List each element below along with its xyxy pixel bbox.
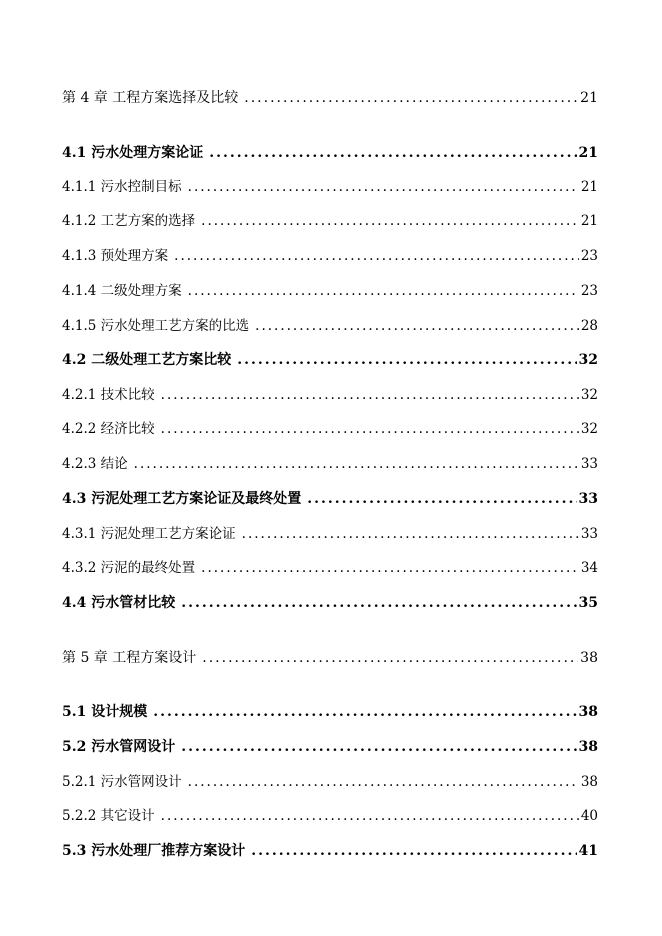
dot-leader xyxy=(188,773,579,791)
toc-page-number: 28 xyxy=(580,318,598,334)
toc-label: 4.2 二级处理工艺方案比较 xyxy=(62,352,232,368)
dot-leader xyxy=(134,455,579,473)
dot-leader xyxy=(161,420,579,438)
toc-label: 4.2.2 经济比较 xyxy=(62,421,155,437)
toc-page-number: 34 xyxy=(580,560,598,576)
toc-page-number: 21 xyxy=(580,90,598,106)
toc-page-number: 21 xyxy=(580,179,598,195)
toc-label: 4.1.1 污水控制目标 xyxy=(62,179,182,195)
toc-page-number: 32 xyxy=(578,352,598,368)
dot-leader xyxy=(201,212,579,230)
toc-entry-5-2-1[interactable] xyxy=(62,773,598,791)
dot-leader xyxy=(242,525,579,543)
toc-entry-5-2[interactable] xyxy=(62,738,598,756)
toc-entry-4-2[interactable] xyxy=(62,351,598,369)
dot-leader xyxy=(188,178,579,196)
toc-entry-4-1-4[interactable] xyxy=(62,282,598,300)
toc-page-number: 41 xyxy=(578,843,598,859)
toc-entry-4-1[interactable] xyxy=(62,144,598,162)
toc-entry-4-3[interactable] xyxy=(62,490,598,508)
toc-entry-ch5[interactable] xyxy=(62,649,598,667)
toc-label: 4.3 污泥处理工艺方案论证及最终处置 xyxy=(62,491,302,507)
dot-leader xyxy=(188,282,579,300)
dot-leader xyxy=(174,247,579,265)
toc-page-number: 23 xyxy=(580,283,598,299)
toc-entry-4-2-1[interactable] xyxy=(62,386,598,404)
dot-leader xyxy=(202,649,578,667)
toc-label: 4.1.5 污水处理工艺方案的比选 xyxy=(62,318,250,334)
toc-entry-4-3-2[interactable] xyxy=(62,559,598,577)
toc-label: 5.2.2 其它设计 xyxy=(62,808,155,824)
dot-leader xyxy=(181,738,576,756)
toc-page-number: 40 xyxy=(580,808,598,824)
toc-page-number: 21 xyxy=(578,145,598,161)
toc-page-number: 32 xyxy=(580,387,598,403)
toc-entry-4-1-2[interactable] xyxy=(62,212,598,230)
dot-leader xyxy=(201,559,579,577)
toc-entry-4-2-3[interactable] xyxy=(62,455,598,473)
toc-page-number: 32 xyxy=(580,421,598,437)
dot-leader xyxy=(237,351,576,369)
toc-page-number: 38 xyxy=(580,650,598,666)
toc-page-number: 38 xyxy=(580,774,598,790)
toc-entry-4-3-1[interactable] xyxy=(62,525,598,543)
toc-label: 4.4 污水管材比较 xyxy=(62,595,176,611)
dot-leader xyxy=(209,144,576,162)
toc-label: 4.3.1 污泥处理工艺方案论证 xyxy=(62,526,236,542)
toc-page-number: 35 xyxy=(578,595,598,611)
toc-label: 4.3.2 污泥的最终处置 xyxy=(62,560,196,576)
toc-entry-4-1-5[interactable] xyxy=(62,317,598,335)
toc-label: 4.2.3 结论 xyxy=(62,456,128,472)
toc-page-number: 33 xyxy=(578,491,598,507)
toc-label: 4.1.3 预处理方案 xyxy=(62,248,169,264)
toc-label: 5.1 设计规模 xyxy=(62,704,148,720)
toc-entry-4-1-1[interactable] xyxy=(62,178,598,196)
toc-entry-ch4[interactable] xyxy=(62,89,598,107)
toc-label: 4.2.1 技术比较 xyxy=(62,387,155,403)
toc-label: 4.1.2 工艺方案的选择 xyxy=(62,213,196,229)
toc-label: 5.2 污水管网设计 xyxy=(62,739,176,755)
toc-page-number: 23 xyxy=(580,248,598,264)
toc-label: 第 4 章 工程方案选择及比较 xyxy=(62,90,239,106)
toc-label: 4.1 污水处理方案论证 xyxy=(62,145,204,161)
dot-leader xyxy=(161,807,579,825)
toc-page-number: 38 xyxy=(578,739,598,755)
toc-entry-5-2-2[interactable] xyxy=(62,807,598,825)
dot-leader xyxy=(251,842,576,860)
dot-leader xyxy=(307,490,576,508)
toc-page-number: 38 xyxy=(578,704,598,720)
dot-leader xyxy=(255,317,579,335)
dot-leader xyxy=(181,594,576,612)
dot-leader xyxy=(161,386,579,404)
toc-entry-4-4[interactable] xyxy=(62,594,598,612)
dot-leader xyxy=(244,89,578,107)
toc-label: 5.3 污水处理厂推荐方案设计 xyxy=(62,843,246,859)
toc-label: 4.1.4 二级处理方案 xyxy=(62,283,182,299)
toc-page-number: 33 xyxy=(580,526,598,542)
toc-label: 第 5 章 工程方案设计 xyxy=(62,650,197,666)
dot-leader xyxy=(153,703,576,721)
toc-label: 5.2.1 污水管网设计 xyxy=(62,774,182,790)
toc-page-number: 33 xyxy=(580,456,598,472)
toc-page-number: 21 xyxy=(580,213,598,229)
toc-entry-5-1[interactable] xyxy=(62,703,598,721)
toc-entry-4-2-2[interactable] xyxy=(62,420,598,438)
toc-entry-4-1-3[interactable] xyxy=(62,247,598,265)
toc-entry-5-3[interactable] xyxy=(62,842,598,860)
